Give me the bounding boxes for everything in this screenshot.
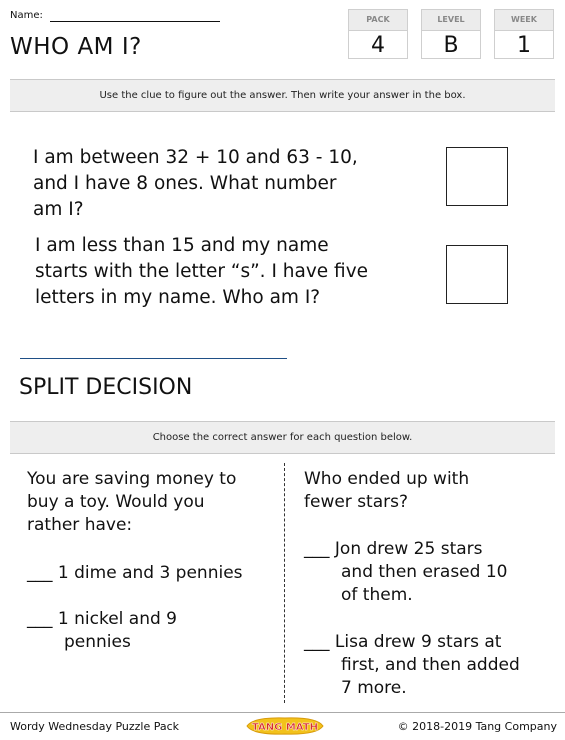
section-title: SPLIT DECISION bbox=[19, 375, 193, 400]
column-divider bbox=[284, 463, 285, 703]
footer-title: Wordy Wednesday Puzzle Pack bbox=[10, 720, 180, 733]
clue-2-line: letters in my name. Who am I? bbox=[35, 287, 321, 308]
level-label: LEVEL bbox=[422, 10, 480, 31]
answer-blank[interactable]: ___ bbox=[304, 539, 330, 559]
clue-1 bbox=[33, 145, 433, 223]
logo-text: TANG MATH bbox=[252, 722, 318, 733]
clue-1-line: am I? bbox=[33, 199, 84, 220]
right-option-2[interactable] bbox=[304, 631, 559, 700]
option-text: Lisa drew 9 stars at bbox=[334, 632, 502, 652]
answer-blank[interactable]: ___ bbox=[304, 632, 330, 652]
option-text: first, and then added bbox=[341, 655, 520, 675]
footer-divider bbox=[0, 712, 565, 713]
right-question-line: Who ended up with bbox=[304, 469, 470, 489]
clue-2 bbox=[35, 233, 435, 311]
left-question-line: rather have: bbox=[27, 515, 133, 535]
left-option-2[interactable] bbox=[27, 608, 282, 654]
option-text: 7 more. bbox=[341, 678, 407, 698]
pack-label: PACK bbox=[349, 10, 407, 31]
option-text: 1 dime and 3 pennies bbox=[57, 563, 243, 583]
week-box bbox=[494, 9, 554, 59]
clue-1-line: and I have 8 ones. What number bbox=[33, 173, 337, 194]
right-question-line: fewer stars? bbox=[304, 492, 409, 512]
name-label: Name: bbox=[10, 10, 43, 21]
option-text: of them. bbox=[341, 585, 413, 605]
answer-box-2[interactable] bbox=[446, 245, 508, 304]
right-option-1[interactable] bbox=[304, 538, 559, 607]
option-text: 1 nickel and 9 bbox=[57, 609, 177, 629]
answer-blank[interactable]: ___ bbox=[27, 609, 53, 629]
week-label: WEEK bbox=[495, 10, 553, 31]
left-option-1[interactable] bbox=[27, 562, 282, 585]
section-divider bbox=[20, 358, 287, 359]
option-text: Jon drew 25 stars bbox=[334, 539, 483, 559]
split-instruction: Choose the correct answer for each question below. bbox=[10, 421, 555, 454]
name-input-line[interactable] bbox=[50, 21, 220, 22]
pack-box bbox=[348, 9, 408, 59]
clue-2-line: starts with the letter “s”. I have five bbox=[35, 261, 369, 282]
clue-1-line: I am between 32 + 10 and 63 - 10, bbox=[33, 147, 358, 168]
clue-instruction: Use the clue to figure out the answer. Then write your answer in the box. bbox=[10, 79, 555, 112]
option-text: pennies bbox=[64, 632, 131, 652]
left-question bbox=[27, 468, 277, 537]
level-value: B bbox=[443, 33, 459, 58]
page-title: WHO AM I? bbox=[10, 34, 142, 60]
copyright: © 2018-2019 Tang Company bbox=[397, 720, 557, 733]
tang-math-logo bbox=[243, 716, 327, 736]
pack-value: 4 bbox=[371, 33, 385, 58]
right-question bbox=[304, 468, 554, 514]
left-question-line: You are saving money to bbox=[27, 469, 237, 489]
clue-2-line: I am less than 15 and my name bbox=[35, 235, 329, 256]
answer-blank[interactable]: ___ bbox=[27, 563, 53, 583]
left-question-line: buy a toy. Would you bbox=[27, 492, 205, 512]
week-value: 1 bbox=[517, 33, 531, 58]
answer-box-1[interactable] bbox=[446, 147, 508, 206]
option-text: and then erased 10 bbox=[341, 562, 508, 582]
level-box bbox=[421, 9, 481, 59]
